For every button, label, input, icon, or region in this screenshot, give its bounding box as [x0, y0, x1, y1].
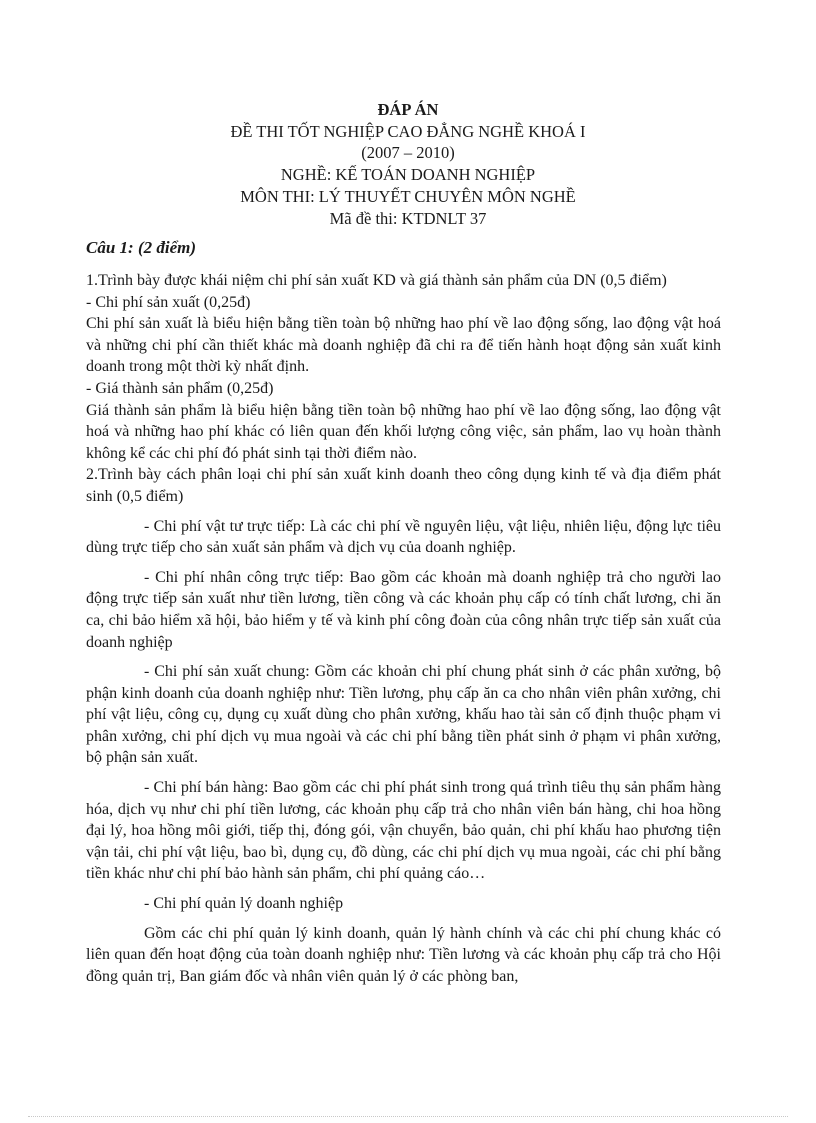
paragraph: - Chi phí bán hàng: Bao gồm các chi phí phát sinh trong quá trình tiêu thụ sản phẩm hàng hóa, dịch vụ như chi phí tiền lương, các khoản phụ cấp trả cho nhân viên bán hàng, chi hoa hồng đại lý, hoa hồng môi giới, tiếp thị, đóng gói, vận chuyển, bảo quản, chi phí khấu hao phương tiện vận tải, chi phí vật liệu, bao bì, dụng cụ, đồ dùng, các chi phí dịch vụ mua ngoài, các chi phí bằng tiền khác như chi phí bảo hành sản phẩm, chi phí quảng cáo…: [86, 779, 721, 883]
paragraph: Giá thành sản phẩm là biểu hiện bằng tiền toàn bộ những hao phí về lao động sống, lao động vật hoá và những hao phí khác có liên quan đến khối lượng công việc, sản phẩm, lao vụ hoàn thành không kể các chi phí đó phát sinh tại thời điểm nào.: [86, 401, 721, 462]
question-1-heading: Câu 1: (2 điểm): [86, 238, 197, 257]
paragraph: 2.Trình bày cách phân loại chi phí sản xuất kinh doanh theo công dụng kinh tế và địa điểm phát sinh (0,5 điểm): [86, 466, 721, 505]
page-bottom-divider: [28, 1116, 788, 1117]
exam-header: [0, 99, 816, 229]
paragraph: - Chi phí quản lý doanh nghiệp: [144, 895, 344, 913]
exam-code: Mã đề thi: KTDNLT 37: [329, 208, 487, 228]
paragraph: - Chi phí nhân công trực tiếp: Bao gồm các khoản mà doanh nghiệp trả cho người lao động trực tiếp sản xuất như tiền lương, tiền công và các khoản phụ cấp có tính chất lương, chi ăn ca, chi bảo hiểm xã hội, bảo hiểm y tế và kinh phí công đoàn của công nhân trực tiếp sản xuất của doanh nghiệp: [86, 568, 721, 651]
paragraph: - Giá thành sản phẩm (0,25đ): [86, 379, 274, 397]
paragraph: - Chi phí vật tư trực tiếp: Là các chi phí về nguyên liệu, vật liệu, nhiên liệu, động lực tiêu dùng trực tiếp cho sản xuất sản phẩm và dịch vụ của doanh nghiệp.: [86, 517, 721, 557]
exam-years: (2007 – 2010): [361, 143, 455, 163]
paragraph: - Chi phí sản xuất (0,25đ): [86, 293, 251, 311]
paragraph: - Chi phí sản xuất chung: Gồm các khoản chi phí chung phát sinh ở các phân xưởng, bộ phận kinh doanh của doanh nghiệp như: Tiền lương, phụ cấp ăn ca cho nhân viên phân xưởng, chi phí vật liệu, công cụ, dụng cụ xuất dùng cho phân xưởng, khấu hao tài sản cố định thuộc phạm vi phân xưởng, chi phí dịch vụ mua ngoài và các chi phí bằng tiền phát sinh ở phạm vi phân xưởng, bộ phận sản xuất.: [86, 663, 721, 767]
answer-body: [86, 270, 721, 987]
profession: NGHỀ: KẾ TOÁN DOANH NGHIỆP: [280, 165, 536, 185]
subject: MÔN THI: LÝ THUYẾT CHUYÊN MÔN NGHỀ: [240, 186, 576, 206]
paragraph: 1.Trình bày được khái niệm chi phí sản xuất KD và giá thành sản phẩm của DN (0,5 điểm): [86, 272, 667, 289]
answer-key-title: ĐÁP ÁN: [377, 100, 439, 119]
paragraph: Chi phí sản xuất là biểu hiện bằng tiền toàn bộ những hao phí về lao động sống, lao động vật hoá và những chi phí cần thiết khác mà doanh nghiệp đã chi ra để tiến hành hoạt động sản xuất kinh doanh trong một thời kỳ nhất định.: [86, 315, 721, 376]
exam-title: ĐỀ THI TỐT NGHIỆP CAO ĐẲNG NGHỀ KHOÁ I: [230, 121, 586, 141]
paragraph: Gồm các chi phí quản lý kinh doanh, quản lý hành chính và các chi phí chung khác có liên quan đến hoạt động của toàn doanh nghiệp như: Tiền lương và các khoản phụ cấp trả cho Hội đồng quản trị, Ban giám đốc và nhân viên quản lý ở các phòng ban,: [86, 924, 721, 985]
